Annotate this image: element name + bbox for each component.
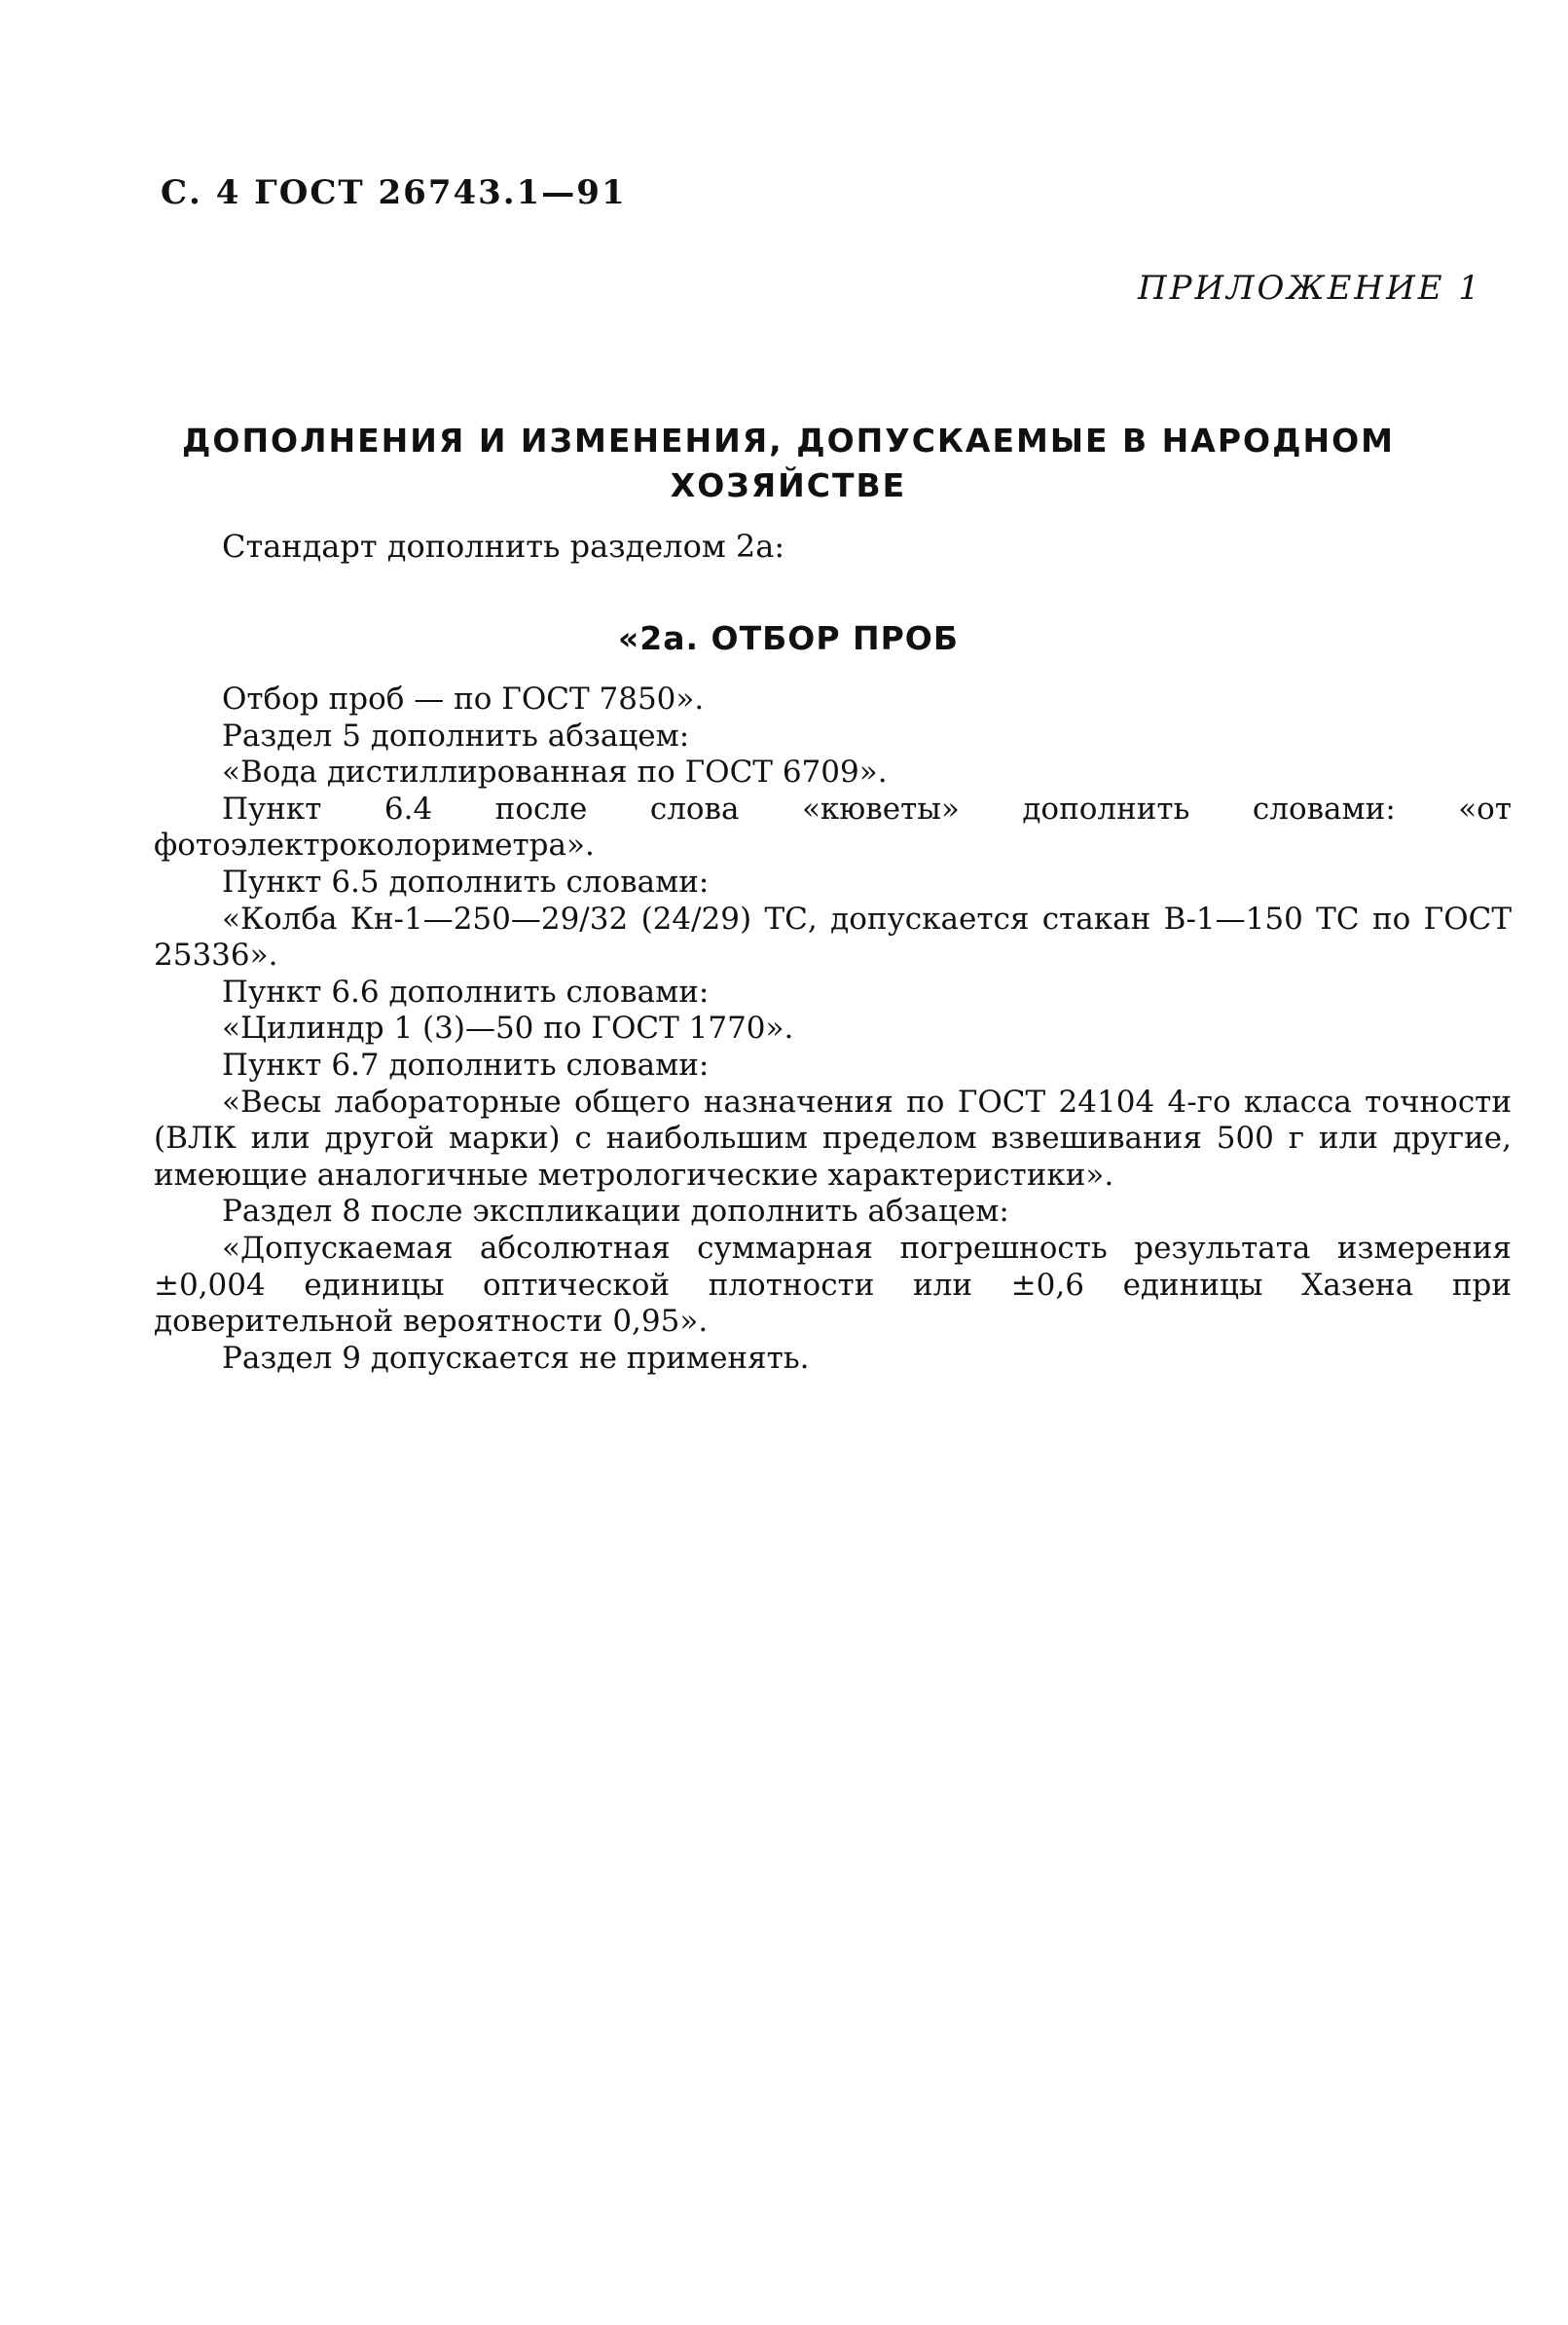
paragraph: «Вода дистиллированная по ГОСТ 6709».: [222, 755, 888, 791]
title-line-1: ДОПОЛНЕНИЯ И ИЗМЕНЕНИЯ, ДОПУСКАЕМЫЕ В НАРОДНОМ: [182, 422, 1395, 460]
paragraph: «Цилиндр 1 (3)—50 по ГОСТ 1770».: [222, 1011, 794, 1047]
paragraph: Раздел 8 после экспликации дополнить абзацем:: [222, 1194, 1009, 1230]
paragraph: «Колба Кн-1—250—29/32 (24/29) ТС, допускается стакан В-1—150 ТС по ГОСТ 25336».: [154, 901, 1512, 974]
paragraph: Отбор проб — по ГОСТ 7850».: [222, 682, 705, 717]
section-title: «2а. ОТБОР ПРОБ: [617, 619, 960, 657]
paragraph: «Допускаемая абсолютная суммарная погрешность результата измерения ±0,004 единицы оптической плотности или ±0,6 единицы Хазена при доверительной вероятности 0,95».: [154, 1230, 1512, 1340]
paragraph: Пункт 6.7 дополнить словами:: [222, 1047, 710, 1083]
title-line-2: ХОЗЯЙСТВЕ: [670, 466, 907, 504]
paragraph: Пункт 6.5 дополнить словами:: [222, 864, 710, 900]
paragraph: «Весы лабораторные общего назначения по ГОСТ 24104 4-го класса точности (ВЛК или другой марки) с наибольшим пределом взвешивания 500 г или другие, имеющие аналогичные метрологические характеристики».: [154, 1084, 1512, 1193]
paragraph: Пункт 6.6 дополнить словами:: [222, 974, 710, 1010]
intro-text: Стандарт дополнить разделом 2а:: [222, 528, 785, 565]
page-header: С. 4 ГОСТ 26743.1—91: [161, 173, 627, 212]
body-text: [154, 682, 1512, 1377]
paragraph: Пункт 6.4 после слова «кюветы» дополнить словами: «от фотоэлектроколориметра».: [154, 791, 1512, 864]
paragraph: Раздел 9 допускается не применять.: [222, 1340, 810, 1376]
paragraph: Раздел 5 дополнить абзацем:: [222, 718, 690, 754]
appendix-label: ПРИЛОЖЕНИЕ 1: [1137, 269, 1482, 308]
document-title: [156, 419, 1421, 508]
